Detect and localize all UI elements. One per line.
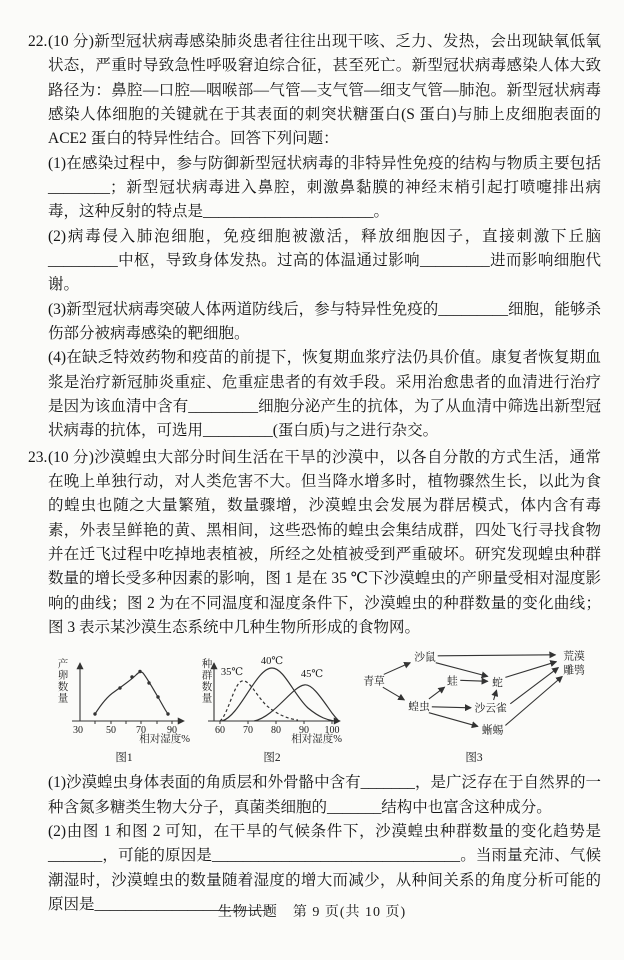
node-locust: 蝗虫 bbox=[408, 700, 430, 713]
figure-2-xtick: 90 bbox=[299, 724, 309, 735]
figure-3-caption: 图3 bbox=[465, 752, 483, 765]
figure-2-xtick: 80 bbox=[271, 724, 281, 735]
question-22-part-2: (2)病毒侵入肺泡细胞，免疫细胞被激活，释放细胞因子，直接刺激下丘脑_________中枢，导致身体发热。过高的体温通过影响_________进而影响细胞代谢。 bbox=[48, 227, 601, 294]
question-22-part-3: (3)新型冠状病毒突破人体两道防线后，参与特异性免疫的_________细胞，能够杀伤部分被病毒感染的靶细胞。 bbox=[48, 300, 601, 342]
question-23-part-1: (1)沙漠蝗虫身体表面的角质层和外骨骼中含有_______，是广泛存在于自然界的一种含氮多糖类生物大分子，真菌类细胞的_______结构中也富含这种成分。 bbox=[48, 774, 601, 816]
question-23-part-2: (2)由图 1 和图 2 可知，在干旱的气候条件下，沙漠蝗虫种群数量的变化趋势是_______，可能的原因是________________________________。当雨量充沛、气候潮湿时，沙漠蝗虫的数量随着湿度的增大而减少，从种间关系的角度分析可能的原因是______________________。 bbox=[48, 822, 601, 913]
figure-1-xtick: 90 bbox=[167, 724, 177, 735]
figure-2-xtick: 60 bbox=[215, 724, 225, 735]
figure-2-series-label-40c: 40℃ bbox=[260, 655, 284, 667]
figure-1-plot bbox=[54, 655, 194, 735]
node-frog: 蛙 bbox=[447, 675, 458, 688]
node-snake: 蛇 bbox=[492, 677, 503, 690]
figure-2-series-label-35c: 35℃ bbox=[220, 666, 244, 678]
figure-3-food-web bbox=[350, 646, 598, 748]
question-22 bbox=[28, 30, 601, 444]
figure-2-y-axis-label: 种群数量 bbox=[200, 657, 212, 704]
figure-2-xtick: 100 bbox=[324, 724, 340, 735]
figure-2 bbox=[198, 655, 346, 768]
question-22-number: 22. bbox=[28, 33, 48, 50]
question-23-number: 23. bbox=[28, 448, 48, 466]
figures-row bbox=[54, 646, 601, 767]
figure-2-xtick: 70 bbox=[243, 724, 253, 735]
question-22-intro: (10 分)新型冠状病毒感染肺炎患者往往出现干咳、乏力、发热，会出现缺氧低氧状态，严重时导致急性呼吸窘迫综合征，甚至死亡。新型冠状病毒感染人体大致路径为：鼻腔—口腔—咽喉部—气管—支气管—细支气管—肺泡。新型冠状病毒感染人体细胞的关键就在于其表面的刺突状糖蛋白(S 蛋白)与肺上皮细胞表面的 ACE2 蛋白的特异性结合。回答下列问题： bbox=[48, 33, 601, 148]
figure-2-plot bbox=[198, 655, 346, 735]
food-web-edges bbox=[383, 655, 562, 727]
figure-2-caption: 图2 bbox=[263, 752, 281, 765]
question-22-part-4: (4)在缺乏特效药物和疫苗的前提下，恢复期血浆疗法仍具价值。康复者恢复期血浆是治疗新冠肺炎重症、危重症患者的有效手段。采用治愈患者的血清进行治疗是因为该血清中含有_________细胞分泌产生的抗体，为了从血清中筛选出新型冠状病毒的抗体，可选用_________(蛋白质)与之进行杂交。 bbox=[48, 349, 601, 440]
node-sand-lark: 沙云雀 bbox=[474, 702, 507, 715]
figure-2-x-axis-label: 相对湿度% bbox=[291, 733, 342, 745]
figure-2-series-label-45c: 45℃ bbox=[300, 668, 324, 680]
page-footer: 生物试题 第 9 页(共 10 页) bbox=[217, 905, 407, 921]
figure-1-caption: 图1 bbox=[115, 752, 133, 765]
figure-1-xtick: 70 bbox=[136, 724, 146, 735]
figure-1-curve bbox=[93, 670, 169, 716]
figure-2-curves bbox=[220, 656, 338, 721]
question-23-intro: (10 分)沙漠蝗虫大部分时间生活在干旱的沙漠中，以各自分散的方式生活，通常在晚上单独行动，对人类危害不大。但当降水增多时，植物骤然生长，以此为食的蝗虫也随之大量繁殖，数量骤增，沙漠蝗虫会发展为群居模式，体内含有毒素，外表呈鲜艳的黄、黑相间，这些恐怖的蝗虫会集结成群，四处飞行寻找食物并在迁飞过程中吃掉地表植被，所经之处植被受到严重破坏。研究发现蝗虫种群数量的增长受多种因素的影响，图 1 是在 35 ℃下沙漠蝗虫的产卵量受相对湿度影响的曲线；图 2 为在不同温度和湿度条件下，沙漠蝗虫的种群数量的变化曲线；图 3 表示某沙漠生态系统中几种生物所形成的食物网。 bbox=[48, 448, 601, 636]
node-lizard: 蜥蜴 bbox=[481, 724, 504, 737]
figure-1-xtick: 50 bbox=[106, 724, 116, 735]
node-gerbil: 沙鼠 bbox=[414, 651, 436, 664]
node-desert-eagle-owl-line1: 荒漠 bbox=[563, 650, 585, 663]
figure-3 bbox=[350, 646, 598, 767]
figure-1-xtick: 30 bbox=[73, 724, 83, 735]
node-grass: 青草 bbox=[363, 675, 385, 688]
figure-1 bbox=[54, 655, 194, 768]
node-desert-eagle-owl-line2: 雕鸮 bbox=[563, 664, 585, 677]
figure-1-y-axis-label: 产卵数量 bbox=[56, 657, 68, 704]
figure-1-x-axis-label: 相对湿度% bbox=[139, 733, 190, 745]
question-22-part-1: (1)在感染过程中，参与防御新型冠状病毒的非特异性免疫的结构与物质主要包括________；新型冠状病毒进入鼻腔，刺激鼻黏膜的神经末梢引起打喷嚏排出病毒，这种反射的特点是______________________。 bbox=[48, 154, 601, 221]
question-23 bbox=[28, 446, 601, 918]
